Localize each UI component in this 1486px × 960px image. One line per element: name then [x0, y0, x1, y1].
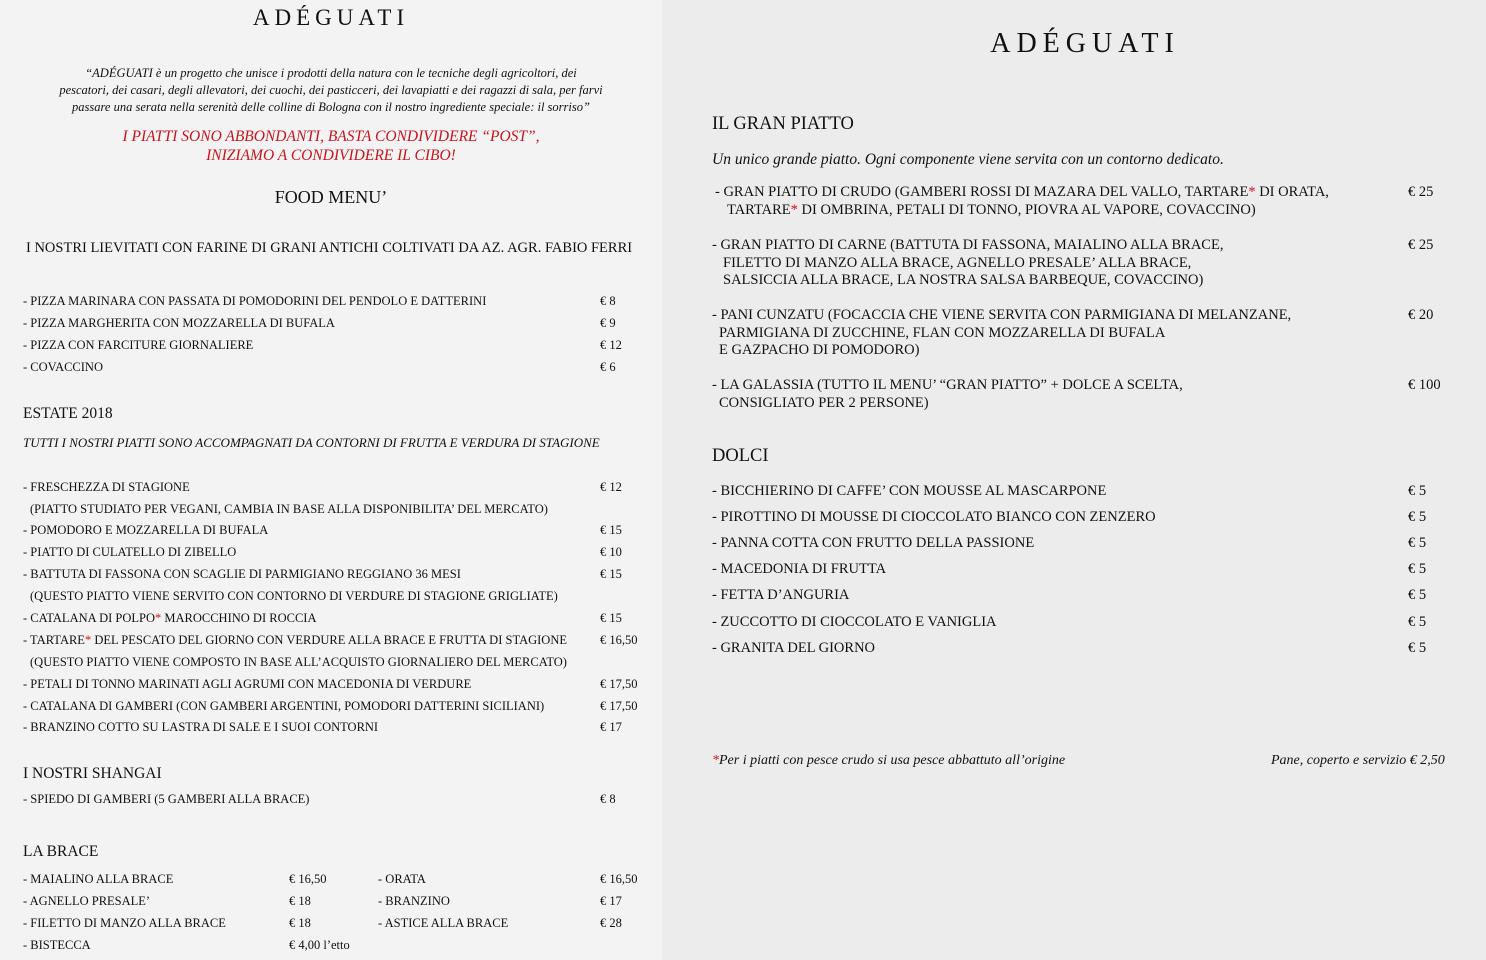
footnote-text: Per i piatti con pesce crudo si usa pesce abbattuto all’origine: [719, 753, 1066, 768]
menu-item: [23, 633, 567, 648]
menu-item-price: € 18: [289, 916, 311, 930]
menu-item-price: € 12: [600, 338, 622, 352]
raw-fish-star: *: [712, 753, 719, 768]
menu-item-price: € 6: [600, 360, 616, 374]
menu-item: - PANI CUNZATU (FOCACCIA CHE VIENE SERVITA CON PARMIGIANA DI MELANZANE,: [712, 307, 1292, 323]
brace-heading: LA BRACE: [23, 843, 99, 860]
menu-item-continuation: [727, 202, 1256, 219]
menu-item: - FETTA D’ANGURIA: [712, 587, 850, 603]
menu-item: - FRESCHEZZA DI STAGIONE: [23, 480, 190, 494]
menu-item-price: € 5: [1408, 587, 1427, 603]
menu-item-continuation: SALSICCIA ALLA BRACE, LA NOSTRA SALSA BARBEQUE, COVACCINO): [723, 272, 1204, 288]
menu-item-continuation: CONSIGLIATO PER 2 PERSONE): [719, 395, 929, 411]
notice-line-1: I PIATTI SONO ABBONDANTI, BASTA CONDIVIDERE “POST”,: [122, 128, 540, 145]
menu-item-price: € 9: [600, 316, 616, 330]
menu-item-price: € 17,50: [600, 677, 638, 691]
food-menu-heading: FOOD MENU’: [274, 187, 388, 207]
menu-item-name-part: - TARTARE: [23, 633, 85, 647]
menu-item: - LA GALASSIA (TUTTO IL MENU’ “GRAN PIATTO” + DOLCE A SCELTA,: [712, 377, 1183, 393]
menu-item: - ORATA: [378, 872, 426, 886]
menu-item-continuation: PARMIGIANA DI ZUCCHINE, FLAN CON MOZZARELLA DI BUFALA: [719, 325, 1166, 341]
right-menu-page: [662, 0, 1486, 960]
menu-item-price: € 18: [289, 894, 311, 908]
raw-fish-footnote: [712, 753, 1065, 769]
menu-item: - MACEDONIA DI FRUTTA: [712, 561, 887, 577]
menu-item-note: (PIATTO STUDIATO PER VEGANI, CAMBIA IN BASE ALLA DISPONIBILITA’ DEL MERCATO): [30, 502, 548, 516]
menu-item: - COVACCINO: [23, 360, 103, 374]
estate-subheading: TUTTI I NOSTRI PIATTI SONO ACCOMPAGNATI DA CONTORNI DI FRUTTA E VERDURA DI STAGIONE: [23, 435, 600, 450]
menu-item-price: € 15: [600, 567, 622, 581]
intro-line-3: passare una serata nella serenità delle colline di Bologna con il nostro ingrediente speciale: il sorriso”: [72, 100, 590, 114]
menu-item-price: € 4,00 l’etto: [289, 938, 350, 952]
menu-item: - PETALI DI TONNO MARINATI AGLI AGRUMI CON MACEDONIA DI VERDURE: [23, 677, 472, 691]
menu-item-continuation: FILETTO DI MANZO ALLA BRACE, AGNELLO PRESALE’ ALLA BRACE,: [723, 255, 1192, 271]
menu-item-line: DI ORATA,: [1255, 184, 1329, 200]
menu-item: - MAIALINO ALLA BRACE: [23, 872, 174, 886]
menu-item-price: € 100: [1408, 377, 1441, 393]
brand-title: ADÉGUATI: [252, 5, 410, 30]
menu-item: - GRANITA DEL GIORNO: [712, 640, 876, 656]
raw-fish-star: *: [790, 202, 798, 218]
raw-fish-star: *: [84, 633, 92, 647]
menu-item-price: € 28: [600, 916, 622, 930]
menu-item-price: € 15: [600, 611, 622, 625]
menu-item: - BRANZINO: [378, 894, 450, 908]
menu-item-price: € 16,50: [600, 633, 638, 647]
left-menu-page: [0, 0, 662, 960]
menu-item: - PIROTTINO DI MOUSSE DI CIOCCOLATO BIANCO CON ZENZERO: [712, 509, 1156, 525]
menu-item: - CATALANA DI GAMBERI (CON GAMBERI ARGENTINI, POMODORI DATTERINI SICILIANI): [23, 699, 545, 713]
menu-item-price: € 5: [1408, 614, 1427, 630]
menu-item-price: € 17: [600, 720, 622, 734]
menu-item: - ASTICE ALLA BRACE: [378, 916, 509, 930]
menu-item-price: € 5: [1408, 509, 1427, 525]
menu-item-price: € 20: [1408, 307, 1434, 323]
menu-item-price: € 5: [1408, 640, 1427, 656]
menu-item: - GRAN PIATTO DI CARNE (BATTUTA DI FASSONA, MAIALINO ALLA BRACE,: [712, 237, 1224, 253]
shangai-heading: I NOSTRI SHANGAI: [23, 765, 162, 782]
gran-piatto-heading: IL GRAN PIATTO: [712, 114, 854, 134]
menu-item-price: € 8: [600, 792, 616, 806]
menu-item: - ZUCCOTTO DI CIOCCOLATO E VANIGLIA: [712, 614, 997, 630]
menu-item: - BICCHIERINO DI CAFFE’ CON MOUSSE AL MASCARPONE: [712, 483, 1107, 499]
menu-item-price: € 17,50: [600, 699, 638, 713]
service-charge: Pane, coperto e servizio € 2,50: [1271, 753, 1445, 768]
menu-item: [23, 611, 316, 626]
raw-fish-star: *: [155, 611, 162, 625]
menu-item: - PIATTO DI CULATELLO DI ZIBELLO: [23, 545, 237, 559]
menu-item-price: € 12: [600, 480, 622, 494]
menu-item: - PANNA COTTA CON FRUTTO DELLA PASSIONE: [712, 535, 1035, 551]
menu-item: - PIZZA MARGHERITA CON MOZZARELLA DI BUFALA: [23, 316, 335, 330]
menu-item: - SPIEDO DI GAMBERI (5 GAMBERI ALLA BRACE): [23, 792, 310, 806]
menu-item: - PIZZA MARINARA CON PASSATA DI POMODORINI DEL PENDOLO E DATTERINI: [23, 294, 487, 308]
dolci-heading: DOLCI: [712, 446, 769, 466]
menu-item-price: € 8: [600, 294, 616, 308]
menu-item-price: € 16,50: [600, 872, 638, 886]
menu-item: - AGNELLO PRESALE’: [23, 894, 151, 908]
menu-item-name-part: MAROCCHINO DI ROCCIA: [161, 611, 317, 625]
notice-line-2: INIZIAMO A CONDIVIDERE IL CIBO!: [206, 147, 456, 164]
menu-item-name-part: - CATALANA DI POLPO: [23, 611, 155, 625]
intro-line-2: pescatori, dei casari, degli allevatori, dei cuochi, dei pasticceri, dei lavapiatti e dei ragazzi di sala, per farvi: [59, 83, 603, 97]
menu-item-price: € 5: [1408, 483, 1427, 499]
menu-item-price: € 16,50: [289, 872, 327, 886]
menu-item-price: € 25: [1408, 237, 1434, 253]
menu-item-line: - GRAN PIATTO DI CRUDO (GAMBERI ROSSI DI MAZARA DEL VALLO, TARTARE: [715, 184, 1249, 200]
menu-item: - BATTUTA DI FASSONA CON SCAGLIE DI PARMIGIANO REGGIANO 36 MESI: [23, 567, 461, 581]
brand-title: ADÉGUATI: [990, 28, 1180, 59]
menu-item: - PIZZA CON FARCITURE GIORNALIERE: [23, 338, 254, 352]
gran-piatto-subheading: Un unico grande piatto. Ogni componente viene servita con un contorno dedicato.: [712, 151, 1224, 168]
menu-item: - FILETTO DI MANZO ALLA BRACE: [23, 916, 226, 930]
menu-item-continuation: E GAZPACHO DI POMODORO): [719, 342, 920, 358]
menu-item-name-part: DEL PESCATO DEL GIORNO CON VERDURE ALLA BRACE E FRUTTA DI STAGIONE: [91, 633, 567, 647]
menu-item-line: DI OMBRINA, PETALI DI TONNO, PIOVRA AL VAPORE, COVACCINO): [797, 202, 1256, 218]
menu-item-price: € 17: [600, 894, 622, 908]
menu-item-note: (QUESTO PIATTO VIENE COMPOSTO IN BASE ALL’ACQUISTO GIORNALIERO DEL MERCATO): [30, 655, 567, 669]
menu-item: - BRANZINO COTTO SU LASTRA DI SALE E I SUOI CONTORNI: [23, 720, 379, 734]
raw-fish-star: *: [1248, 184, 1256, 200]
menu-item: [715, 184, 1329, 201]
lievitati-heading: I NOSTRI LIEVITATI CON FARINE DI GRANI ANTICHI COLTIVATI DA AZ. AGR. FABIO FERRI: [26, 240, 633, 256]
menu-item-line: TARTARE: [727, 202, 791, 218]
menu-item-price: € 5: [1408, 535, 1427, 551]
menu-item-price: € 5: [1408, 561, 1427, 577]
menu-item-price: € 25: [1408, 184, 1434, 200]
estate-heading: ESTATE 2018: [23, 405, 113, 422]
menu-item: - POMODORO E MOZZARELLA DI BUFALA: [23, 523, 269, 537]
menu-item-price: € 15: [600, 523, 622, 537]
intro-line-1: “ADÉGUATI è un progetto che unisce i prodotti della natura con le tecniche degli agricoltori, dei: [85, 66, 577, 80]
menu-item-price: € 10: [600, 545, 622, 559]
menu-item: - BISTECCA: [23, 938, 91, 952]
menu-item-note: (QUESTO PIATTO VIENE SERVITO CON CONTORNO DI VERDURE DI STAGIONE GRIGLIATE): [30, 589, 558, 603]
